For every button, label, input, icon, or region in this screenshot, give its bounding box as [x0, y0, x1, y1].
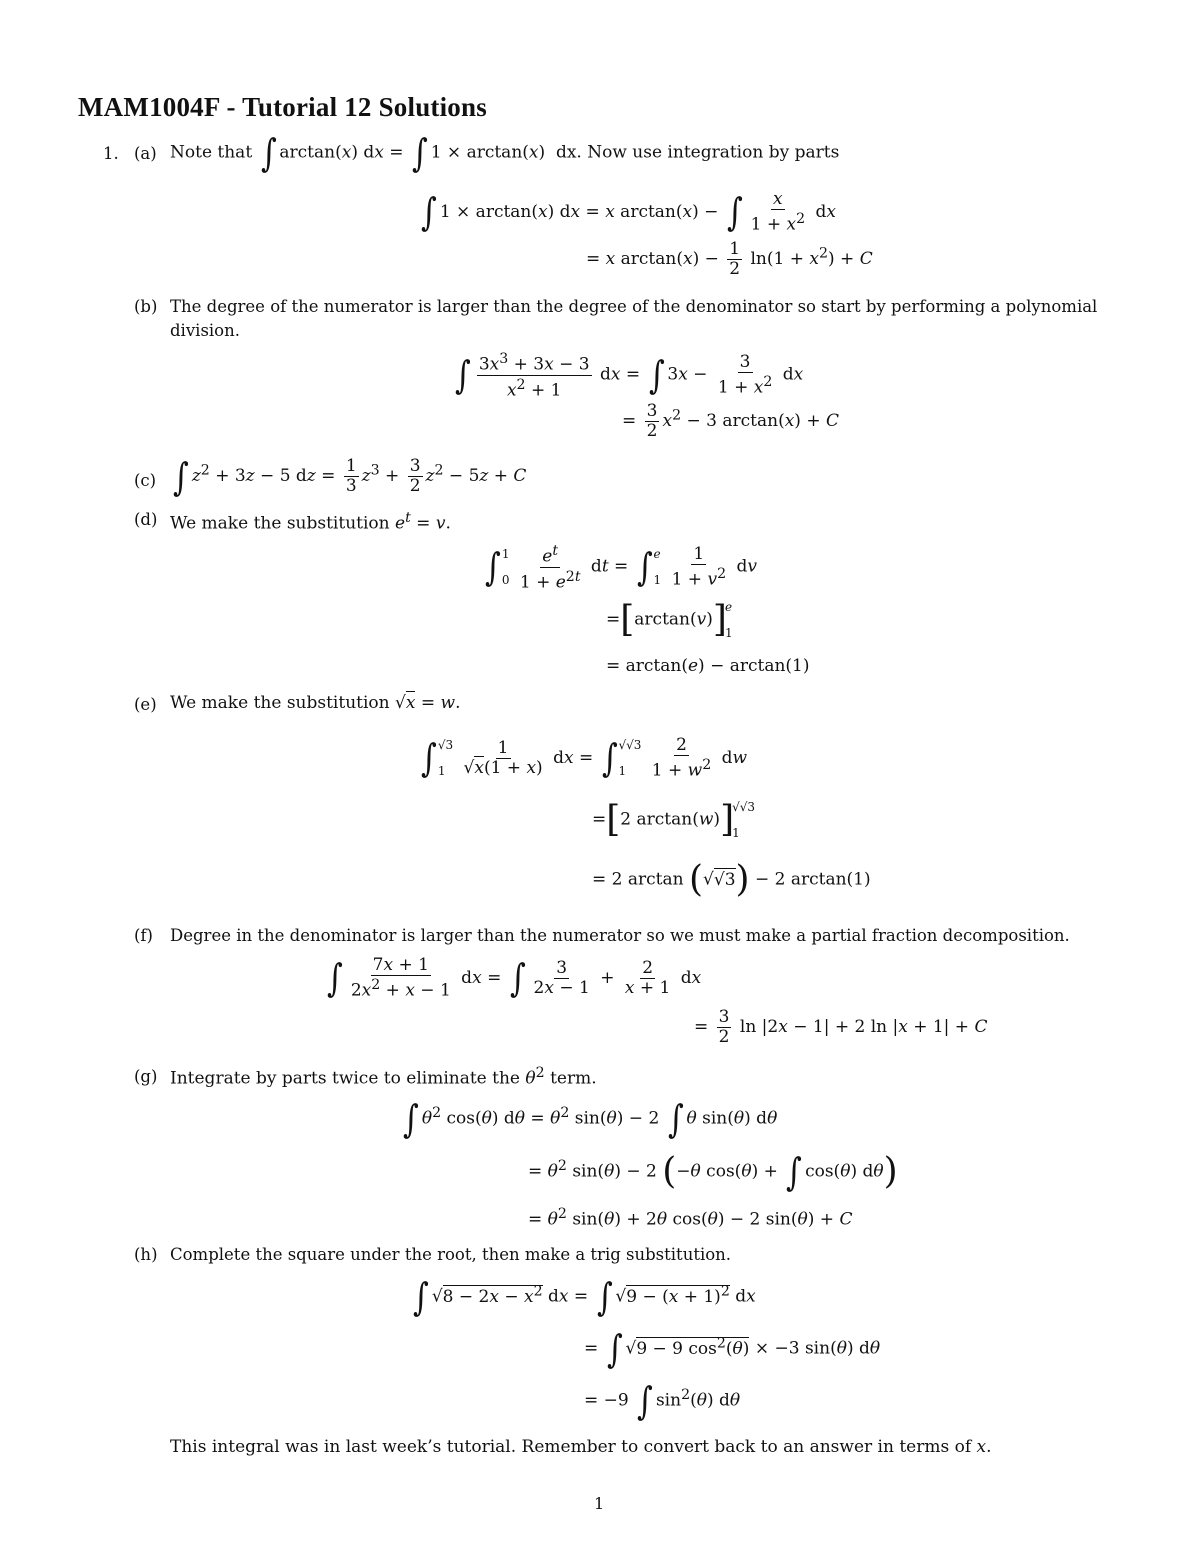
part-e-eq3: = 2 arctan (√√3) − 2 arctan(1) [592, 859, 871, 900]
part-f-text: Degree in the denominator is larger than the numerator so we must make a partial fraction decomposition. [170, 926, 1070, 945]
part-e-text: We make the substitution √x = w. [170, 693, 461, 713]
page-number: 1 [594, 1494, 605, 1513]
part-d-text: We make the substitution $e^t = v$. [170, 510, 451, 534]
part-e-eq2: =[2 arctan(w)] √√3 1 [592, 799, 756, 840]
item-number: 1. [103, 144, 119, 163]
part-c-label: (c) [134, 471, 157, 490]
part-f-eq1: ∫ $\frac{7x + 1}{2x^2 + x - 1}$ dx = ∫ $\frac{3}{2x - 1}$ + $\frac{2}{x + 1}$ dx [326, 955, 702, 1001]
part-c-eq: ∫ $z^2 + 3z - 5$ dz = $\frac{1}{3}$ $z^3$ + $\frac{3}{2}$ $z^2 - 5z + C$ [172, 454, 527, 499]
part-h-note-text: This integral was in last week’s tutorial. Remember to convert back to an answer in terms of [170, 1437, 972, 1457]
part-b-text2: division. [170, 321, 240, 340]
part-h-eq2: = ∫ √9 − 9 $\cos^2(\theta) \times -3$ sin(θ) dθ [584, 1327, 881, 1371]
part-d-eq1: ∫ 1 0 $\frac{e^t}{1 + e^{2t}}$ dt = ∫ e 1 $\frac{1}{1 + v^2}$ dv [484, 543, 757, 593]
part-a-label: (a) [134, 144, 157, 163]
page-title: MAM1004F - Tutorial 12 Solutions [78, 92, 487, 122]
part-b-eq1: ∫ $\frac{3x^3 + 3x - 3}{x^2 + 1}$ dx = ∫ 3x − $\frac{3}{1 + x^2}$ dx [454, 351, 804, 401]
part-b-label: (b) [134, 297, 158, 316]
part-d-eq3: = arctan(e) − arctan(1) [606, 656, 810, 676]
part-g-eq2: = $\theta^2$ sin(θ) − 2 (−θ cos(θ) + ∫ cos(θ) dθ) [528, 1150, 898, 1194]
part-a-eq2: = x arctan(x) − $\frac{1}{2}$ $\ln(1 + x^2) + C$ [586, 239, 873, 279]
part-a-eq1: ∫ 1 × arctan(x) dx = x arctan(x) − ∫ $\frac{x}{1 + x^2}$ dx [420, 189, 836, 235]
part-g-text-end: term. [550, 1068, 597, 1089]
part-e-label: (e) [134, 695, 157, 714]
part-g-text: Integrate by parts twice to eliminate the $\theta^2$ term. [170, 1065, 597, 1089]
part-h-eq1: ∫ $√8 - 2x - x^2$ dx = ∫ $√9 - (x + 1)^2$ dx [412, 1275, 756, 1319]
part-h-label: (h) [134, 1245, 158, 1264]
part-g-eq1: ∫ $\theta^2$ cos(θ) $d\theta = \theta^2$ sin(θ) − 2 ∫ θ sin(θ) dθ [402, 1097, 778, 1141]
part-b-text1: The degree of the numerator is larger than the degree of the denominator so start by performing a polynomial [170, 297, 1098, 316]
part-a-intro: Note that ∫ arctan(x) dx = ∫ 1 × arctan(x) dx. Now use integration by parts [170, 131, 840, 175]
part-f-eq2: = $\frac{3}{2}$ ln |2x − 1| + 2 ln |x + 1| + C [694, 1007, 988, 1047]
part-f-label: (f) [134, 926, 153, 945]
part-e-eq1: ∫ √3 1 $\frac{1}{√x(1 + x)}$ dx = ∫ √√3 1 $\frac{2}{1 + w^2}$ dw [420, 735, 748, 781]
part-h-eq3: = −9 ∫ $\sin^2(\theta)$ dθ [584, 1379, 741, 1423]
part-g-label: (g) [134, 1067, 158, 1086]
part-a-intro-tail: dx. Now use integration by parts [555, 142, 840, 163]
part-h-note: This integral was in last week’s tutorial. Remember to convert back to an answer in terms of x. [170, 1437, 992, 1457]
part-a-intro-text: Note that [170, 142, 253, 163]
part-h-text: Complete the square under the root, then make a trig substitution. [170, 1245, 732, 1264]
part-g-text-body: Integrate by parts twice to eliminate the [170, 1068, 520, 1089]
part-b-eq2: = $\frac{3}{2}$ $x^2 - 3$ arctan(x) + C [622, 401, 839, 441]
part-d-eq2: =[arctan(v)] e 1 [606, 599, 733, 640]
part-g-eq3: = $\theta^2$ sin(θ) + 2θ cos(θ) − 2 sin(θ) + C [528, 1206, 853, 1230]
part-d-label: (d) [134, 510, 158, 529]
part-e-text-body: We make the substitution [170, 693, 390, 713]
part-d-text-body: We make the substitution [170, 513, 390, 534]
